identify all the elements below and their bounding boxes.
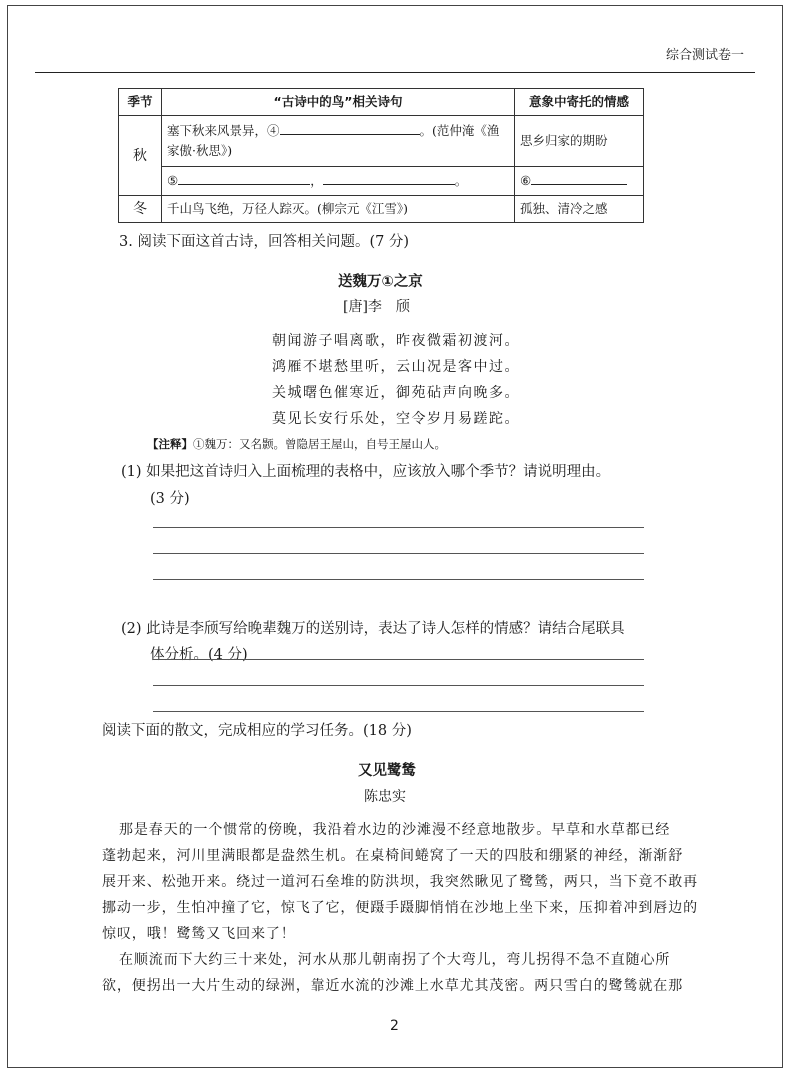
poem-author: [唐]李 颀: [343, 299, 410, 315]
essay-line: 蓬勃起来，河川里满眼都是盎然生机。在桌椅间蜷窝了一天的四肢和绷紧的神经，渐渐舒: [102, 848, 684, 864]
table-row: [119, 167, 644, 196]
blank-6[interactable]: [531, 171, 627, 185]
verse-cell: 千山鸟飞绝，万径人踪灭。(柳宗元《江雪》): [162, 196, 515, 223]
blank-6-label: ⑥: [520, 173, 532, 188]
reading-intro: 阅读下面的散文，完成相应的学习任务。(18 分): [102, 723, 412, 739]
header-emotion: 意象中寄托的情感: [515, 89, 644, 116]
comma: ，: [310, 173, 323, 188]
answer-line[interactable]: [153, 579, 644, 580]
answer-line[interactable]: [153, 553, 644, 554]
table-header-row: [119, 89, 644, 116]
essay-line: 挪动一步，生怕冲撞了它，惊飞了它，便蹑手蹑脚悄悄在沙地上坐下来，压抑着冲到唇边的: [102, 900, 698, 916]
poem-line: 关城曙色催寒近，御苑砧声向晚多。: [272, 385, 520, 401]
verse-prefix: 塞下秋来风景异，④: [167, 123, 280, 138]
blank-5[interactable]: [178, 171, 310, 185]
poem-line: 莫见长安行乐处，空令岁月易蹉跎。: [272, 411, 520, 427]
answer-line[interactable]: [153, 659, 644, 660]
header-divider: [35, 72, 755, 73]
poem-line: 鸿雁不堪愁里听，云山况是客中过。: [272, 359, 520, 375]
period: 。: [454, 173, 468, 188]
blank-5b[interactable]: [323, 171, 455, 185]
table-row: [119, 196, 644, 223]
essay-line: 惊叹，哦！鹭鸶又飞回来了！: [102, 926, 296, 942]
essay-author: 陈忠实: [364, 789, 406, 805]
season-winter: 冬: [119, 196, 162, 223]
annotation-label: 【注释】: [147, 437, 193, 451]
poem-line: 朝闻游子唱离歌，昨夜微霜初渡河。: [272, 333, 520, 349]
sub-question-2: (2) 此诗是李颀写给晚辈魏万的送别诗，表达了诗人怎样的情感？请结合尾联具: [121, 621, 625, 637]
essay-title: 又见鹭鸶: [358, 763, 416, 779]
emotion-cell: 思乡归家的期盼: [515, 116, 644, 167]
emotion-cell-blank: [515, 167, 644, 196]
annotation: [147, 436, 446, 452]
verse-cell-blanks: [162, 167, 515, 196]
essay-line: 展开来、松弛开来。绕过一道河石垒堆的防洪坝，我突然瞅见了鹭鸶，两只，当下竟不敢再: [102, 874, 698, 890]
verse-cell: [162, 116, 515, 167]
header-title: 综合测试卷一: [665, 48, 744, 63]
header-season: 季节: [119, 89, 162, 116]
question-3-intro: 3. 阅读下面这首古诗，回答相关问题。(7 分): [119, 234, 410, 250]
bird-poem-table: [118, 88, 644, 223]
table-row: [119, 116, 644, 167]
answer-line[interactable]: [153, 711, 644, 712]
sub-question-2-score: 体分析。(4 分): [150, 647, 248, 663]
answer-line[interactable]: [153, 685, 644, 686]
verse-suffix: 。(范仲淹《渔家傲·秋思》): [167, 123, 500, 158]
header-verses: “古诗中的鸟”相关诗句: [162, 89, 515, 116]
essay-line: 在顺流而下大约三十来处，河水从那儿朝南拐了个大弯儿，弯儿拐得不急不直随心所: [119, 952, 671, 968]
page-number: 2: [390, 1018, 399, 1034]
season-autumn: 秋: [119, 116, 162, 196]
sub-question-1-score: (3 分): [150, 491, 190, 507]
emotion-cell: 孤独、清冷之感: [515, 196, 644, 223]
essay-line: 那是春天的一个惯常的傍晚，我沿着水边的沙滩漫不经意地散步。早草和水草都已经: [119, 822, 671, 838]
annotation-text: ①魏万：又名颢。曾隐居王屋山，自号王屋山人。: [193, 437, 446, 451]
essay-line: 欲，便拐出一大片生动的绿洲，靠近水流的沙滩上水草尤其茂密。两只雪白的鹭鸶就在那: [102, 978, 684, 994]
poem-title: 送魏万①之京: [338, 274, 423, 290]
sub-question-1: (1) 如果把这首诗归入上面梳理的表格中，应该放入哪个季节？请说明理由。: [121, 464, 611, 480]
blank-5-label: ⑤: [167, 173, 179, 188]
answer-line[interactable]: [153, 527, 644, 528]
blank-4[interactable]: [280, 121, 420, 135]
